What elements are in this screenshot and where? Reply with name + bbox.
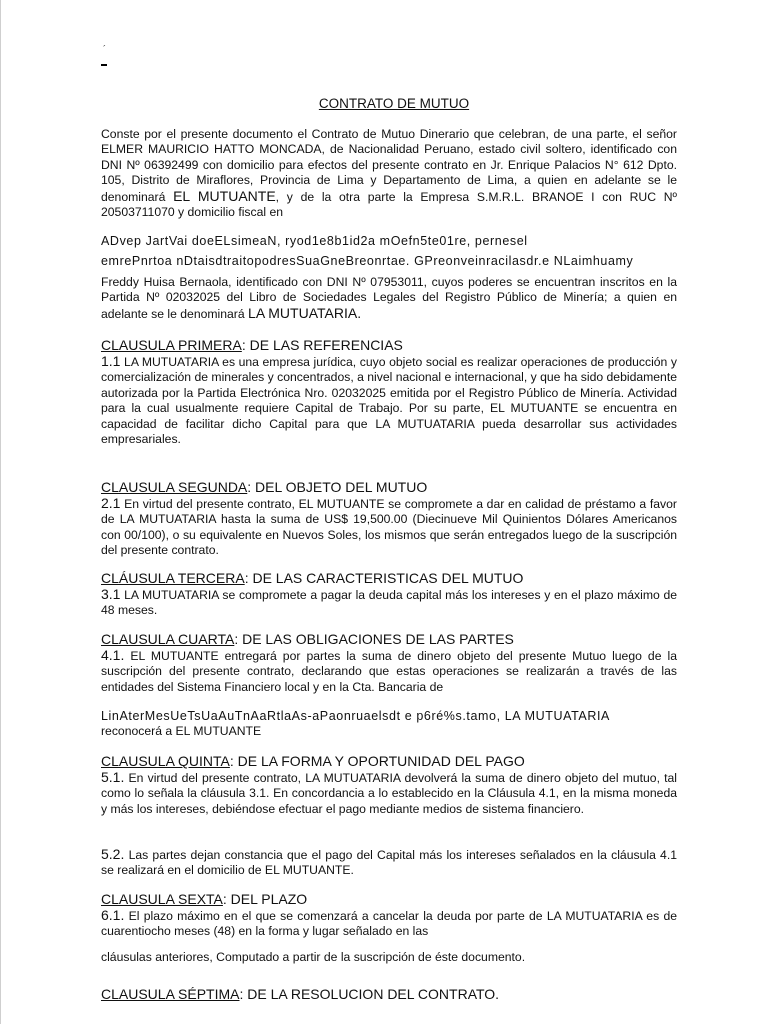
garbled-line-3: LinAterMesUeTsUaAuTnAaRtlaAs-aPaonruaelsdt e p6ré%s.tamo, LA MUTUATARIA — [101, 709, 610, 723]
clause-6-continuation — [101, 950, 677, 965]
clause-title: : DE LA FORMA Y OPORTUNIDAD DEL PAGO — [229, 753, 525, 769]
clause-1 — [101, 337, 677, 447]
clause-heading — [101, 337, 677, 354]
clause-title: : DEL PLAZO — [222, 891, 308, 907]
clause-paragraph — [101, 648, 677, 695]
clause-heading — [101, 986, 677, 1003]
clause-number: 2.1 — [101, 495, 121, 511]
clause-label: CLAUSULA QUINTA — [101, 753, 230, 769]
clause-label: CLAUSULA SÉPTIMA — [101, 986, 240, 1002]
corner-mark: ´ — [103, 44, 106, 54]
clause-title: : DE LAS CARACTERISTICAS DEL MUTUO — [244, 570, 524, 586]
document-title: CONTRATO DE MUTUO — [318, 96, 470, 111]
clause-text: LA MUTUATARIA es una empresa jurídica, cuyo objeto social es realizar operaciones de producción y comercialización de minerales y concentrados, a nivel nacional e internacional, y que ha sido debidamente autorizada por la Partida Electrónica Nro. 02032025 emitida por el Registro Público de Minería. Actividad para la cual usualmente requiere Capital de Trabajo. Por su parte, EL MUTUANTE se encuentra en capacidad de facilitar dicho Capital para que LA MUTUATARIA pueda desarrollar sus actividades empresariales. — [101, 355, 677, 447]
clause-paragraph — [101, 847, 677, 879]
garbled-line-1: ADvep JartVai doeELsimeaN, ryod1e8b1id2a mOefn5te01re, pernesel — [101, 234, 528, 248]
garbled-line-2: emrePnrtoa nDtaisdtraitopodresSuaGneBreonrtae. GPreonveinracilasdr.e NLaimhuamy — [101, 254, 634, 268]
clause-text: EL MUTUANTE entregará por partes la suma de dinero objeto del presente Mutuo luego de la suscripción del presente contrato, declarando que estas operaciones se realizarán a través de las entidades del Sistema Financiero local y en la Cta. Bancaria de — [101, 649, 677, 694]
clause-paragraph — [101, 496, 677, 559]
clause-title: : DE LA RESOLUCION DEL CONTRATO. — [239, 986, 500, 1002]
clause-title: : DE LAS OBLIGACIONES DE LAS PARTES — [234, 631, 514, 647]
clause-number: 1.1 — [101, 353, 121, 369]
clause-heading — [101, 570, 677, 587]
intro-continuation — [101, 275, 677, 322]
clause-number: 5.2. — [101, 846, 125, 862]
intro-text-end: , y de la otra parte la Empresa S.M.R.L. BRANOE I con RUC Nº 20503711070 y domicilio fiscal en — [101, 189, 677, 220]
clause-heading — [101, 631, 677, 648]
clause-label: CLAUSULA SEXTA — [101, 891, 223, 907]
clause-text: LA MUTUATARIA se compromete a pagar la deuda capital más los intereses y en el plazo máximo de 48 meses. — [101, 588, 677, 618]
clause-title: : DE LAS REFERENCIAS — [241, 337, 403, 353]
clause-label: CLAUSULA PRIMERA — [101, 337, 242, 353]
intro-paragraph-2 — [101, 275, 677, 322]
clause-7 — [101, 986, 677, 1003]
clause-text: Las partes dejan constancia que el pago del Capital más los intereses señalados en la cláusula 4.1 se realizará en el domicilio de EL MUTUANTE. — [101, 848, 677, 878]
clause-number: 5.1. — [101, 769, 125, 785]
clause-text: En virtud del presente contrato, LA MUTUATARIA devolverá la suma de dinero objeto del mutuo, tal como lo señala la cláusula 3.1. En concordancia a lo establecido en la Cláusula 4.1, en la misma moneda y más los intereses, debiéndose efectuar el pago mediante medios de sistema financiero. — [101, 771, 677, 816]
intro-section — [101, 127, 677, 220]
clause-title: : DEL OBJETO DEL MUTUO — [247, 479, 428, 495]
clause-number: 6.1. — [101, 907, 125, 923]
clause-3 — [101, 570, 677, 619]
clause-label: CLÁUSULA TERCERA — [101, 570, 245, 586]
clause-2 — [101, 479, 677, 559]
clause-5-2 — [101, 847, 677, 879]
clause-number: 3.1 — [101, 586, 121, 602]
page-edge — [0, 0, 1, 1024]
clause-text-after: reconocerá a EL MUTUANTE — [101, 724, 262, 738]
intro-text-2: Freddy Huisa Bernaola, identificado con DNI Nº 07953011, cuyos poderes se encuentran inscritos en la Partida Nº 02032025 del Libro de Sociedades Legales del Registro Público de Minería; a quien en adelante se le denominará — [101, 275, 677, 321]
intro-paragraph — [101, 127, 677, 220]
clause-paragraph — [101, 770, 677, 817]
clause-label: CLAUSULA CUARTA — [101, 631, 235, 647]
clause-4 — [101, 631, 677, 695]
intro-term-mutuante: EL MUTUANTE — [173, 187, 276, 204]
corner-dash — [101, 64, 107, 66]
clause-label: CLAUSULA SEGUNDA — [101, 479, 248, 495]
clause-paragraph — [101, 354, 677, 447]
clause-5 — [101, 753, 677, 817]
clause-heading — [101, 891, 677, 908]
clause-4-continuation — [101, 708, 677, 739]
garbled-block-1 — [101, 233, 677, 269]
clause-heading — [101, 753, 677, 770]
clause-paragraph — [101, 908, 677, 940]
clause-number: 4.1. — [101, 647, 125, 663]
clause-6 — [101, 891, 677, 940]
clause-text: En virtud del presente contrato, EL MUTUANTE se compromete a dar en calidad de préstamo a favor de LA MUTUATARIA hasta la suma de US$ 19,500.00 (Diecinueve Mil Quinientos Dólares Americanos con 00/100), o su equivalente en Nuevos Soles, los mismos que serán entregados luego de la suscripción del presente contrato. — [101, 497, 677, 558]
clause-heading — [101, 479, 677, 496]
intro-term-mutuataria: LA MUTUATARIA. — [248, 304, 362, 321]
intro-text: Conste por el presente documento el Contrato de Mutuo Dinerario que celebran, de una parte, el señor ELMER MAURICIO HATTO MONCADA, de Nacionalidad Peruano, estado civil soltero, identificado con DNI Nº 06392499 con domicilio para efectos del presente contrato en Jr. Enrique Palacios N° 612 Dpto. 105, Distrito de Miraflores, Provincia de Lima y Departamento de Lima, a quien en adelante se le denominará — [101, 127, 677, 204]
clause-text-after: cláusulas anteriores, Computado a partir de la suscripción de éste documento. — [101, 950, 526, 964]
clause-paragraph — [101, 587, 677, 619]
clause-text: El plazo máximo en el que se comenzará a cancelar la deuda por parte de LA MUTUATARIA es de cuarentiocho meses (48) en la forma y lugar señalado en las — [101, 909, 677, 939]
